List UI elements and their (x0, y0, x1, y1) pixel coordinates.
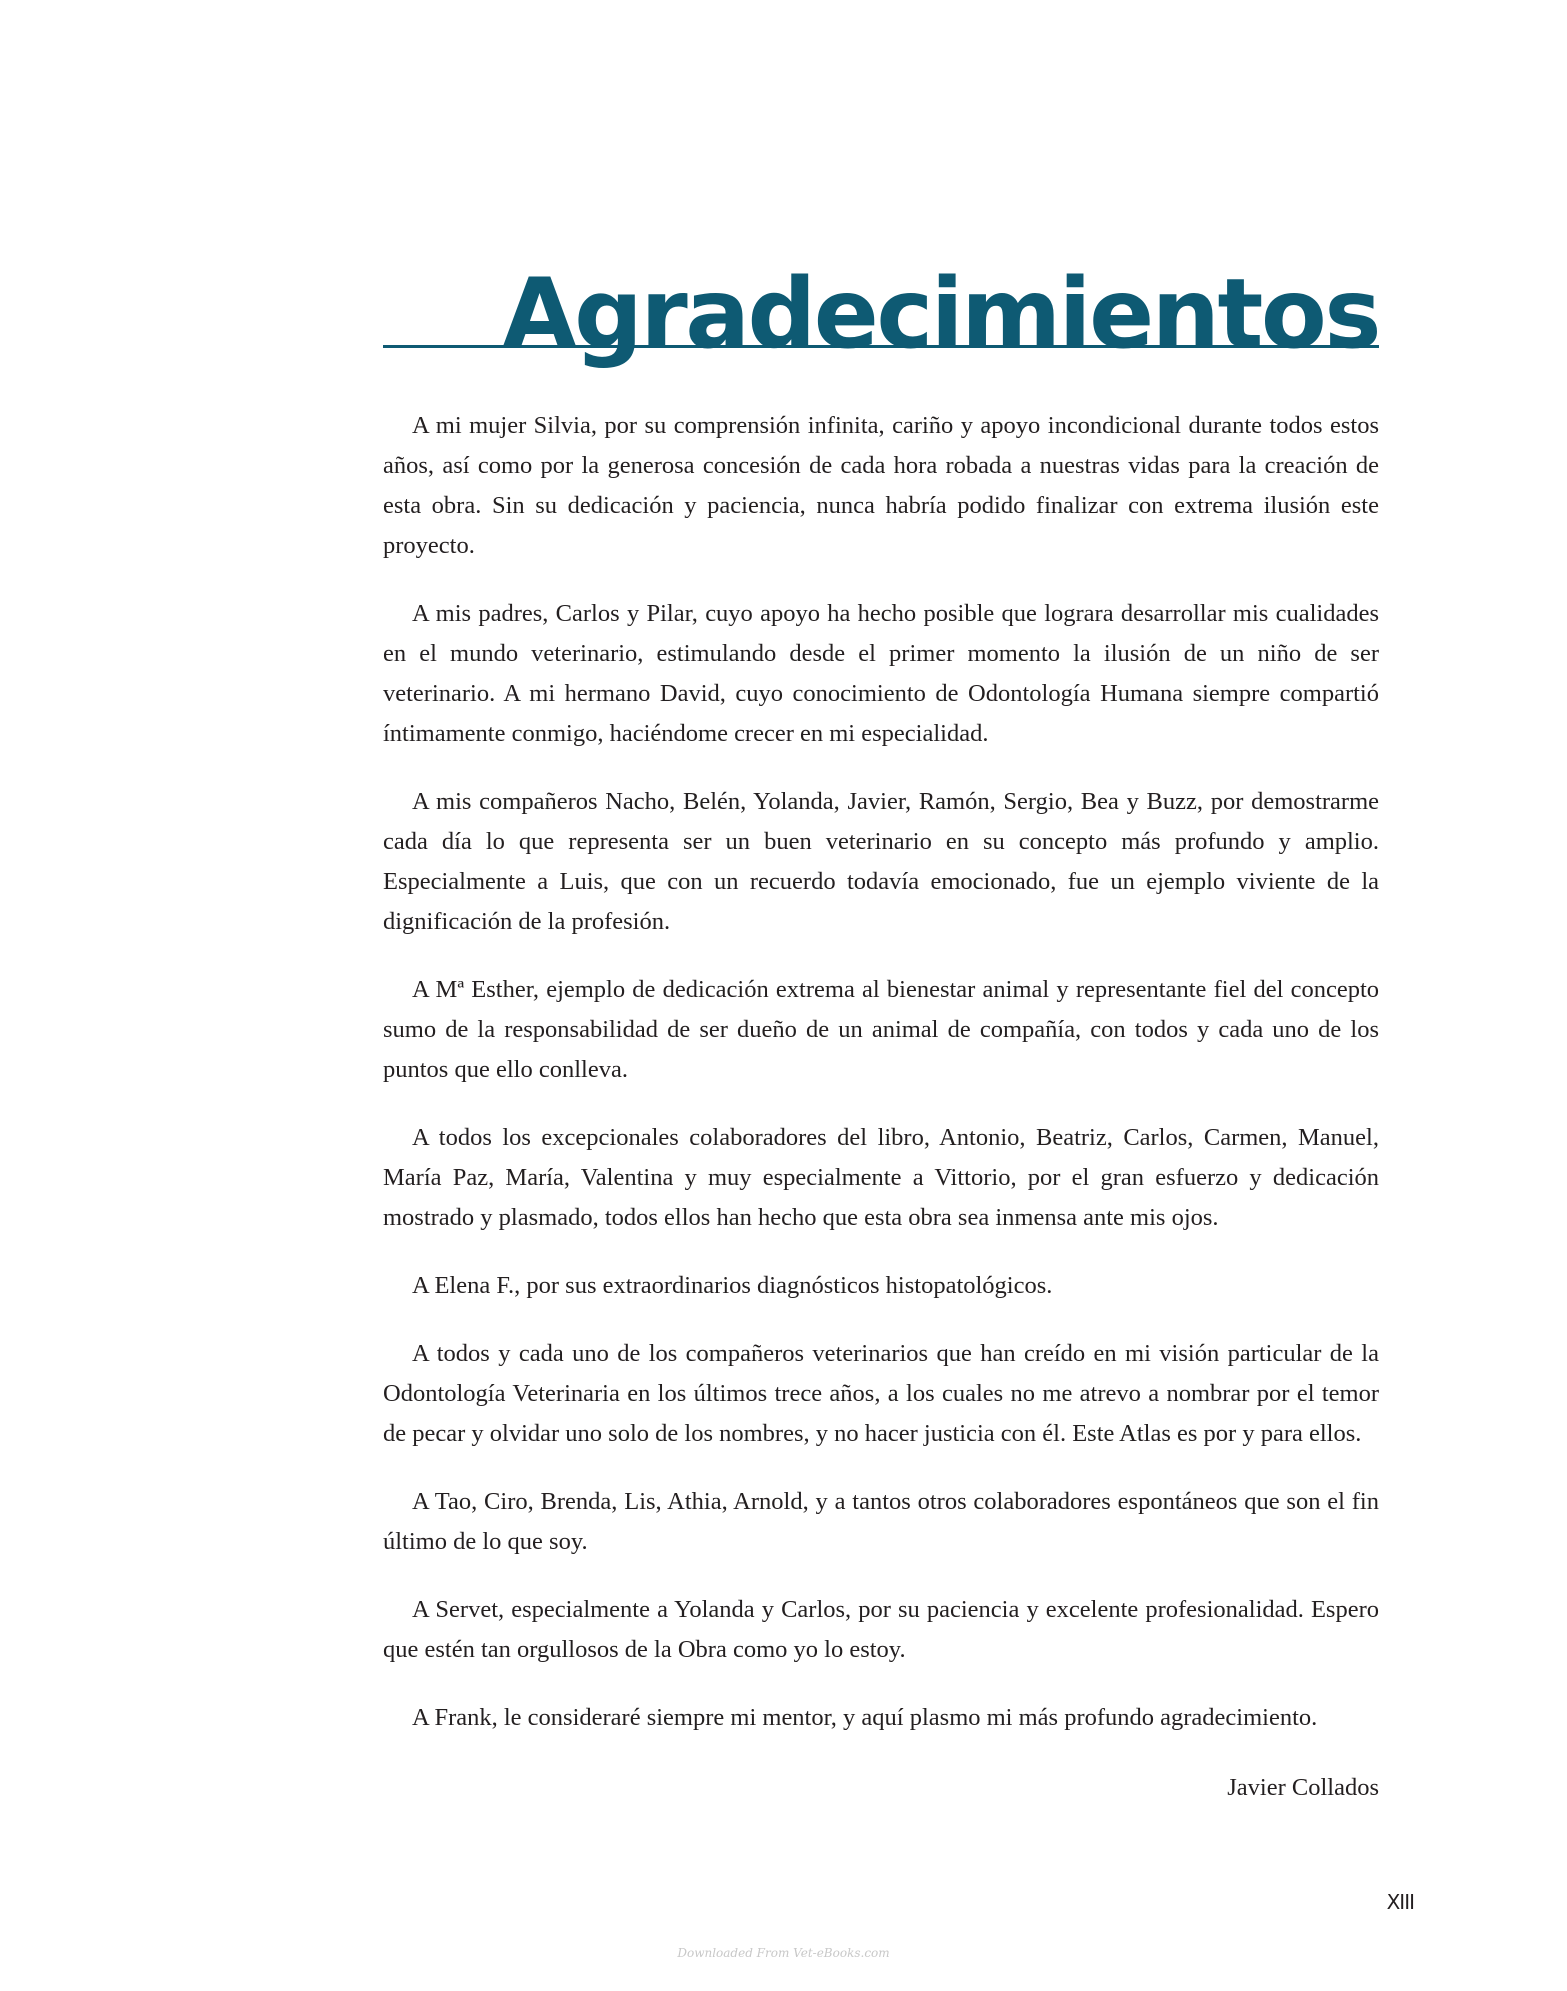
paragraph-servet: A Servet, especialmente a Yolanda y Carlos, por su paciencia y excelente profesionalidad. Espero que estén tan orgullosos de la Obra como yo lo estoy. (383, 1596, 1379, 1663)
paragraph-colleagues: A mis compañeros Nacho, Belén, Yolanda, Javier, Ramón, Sergio, Bea y Buzz, por demostrarme cada día lo que representa ser un buen veterinario en su concepto más profundo y amplio. Especialmente a Luis, que con un recuerdo todavía emocionado, fue un ejemplo viviente de la dignificación de la profesión. (383, 788, 1379, 935)
page-number: XIII (1386, 1890, 1414, 1914)
paragraph-frank: A Frank, le consideraré siempre mi mentor, y aquí plasmo mi más profundo agradecimiento. (412, 1704, 1318, 1731)
paragraph-collaborators: A todos los excepcionales colaboradores del libro, Antonio, Beatriz, Carlos, Carmen, Manuel, María Paz, María, Valentina y muy especialmente a Vittorio, por el gran esfuerzo y dedicación mostrado y plasmado, todos ellos han hecho que esta obra sea inmensa ante mis ojos. (383, 1124, 1379, 1231)
paragraph-esther: A Mª Esther, ejemplo de dedicación extrema al bienestar animal y representante fiel del concepto sumo de la responsabilidad de ser dueño de un animal de compañía, con todos y cada uno de los puntos que ello conlleva. (383, 976, 1379, 1083)
title-block (383, 258, 1379, 370)
page-title: Agradecimientos (502, 258, 1379, 370)
paragraph-pets: A Tao, Ciro, Brenda, Lis, Athia, Arnold, y a tantos otros colaboradores espontáneos que son el fin último de lo que soy. (383, 1488, 1379, 1555)
paragraph-parents: A mis padres, Carlos y Pilar, cuyo apoyo ha hecho posible que lograra desarrollar mis cualidades en el mundo veterinario, estimulando desde el primer momento la ilusión de un niño de ser veterinario. A mi hermano David, cuyo conocimiento de Odontología Humana siempre compartió íntimamente conmigo, haciéndome crecer en mi especialidad. (383, 600, 1379, 747)
paragraph-silvia: A mi mujer Silvia, por su comprensión infinita, cariño y apoyo incondicional durante todos estos años, así como por la generosa concesión de cada hora robada a nuestras vidas para la creación de esta obra. Sin su dedicación y paciencia, nunca habría podido finalizar con extrema ilusión este proyecto. (383, 412, 1379, 559)
acknowledgements-body (383, 406, 1379, 1766)
download-watermark: Downloaded From Vet-eBooks.com (677, 1946, 890, 1960)
author-signature: Javier Collados (1227, 1774, 1379, 1801)
paragraph-veterinarians: A todos y cada uno de los compañeros veterinarios que han creído en mi visión particular de la Odontología Veterinaria en los últimos trece años, a los cuales no me atrevo a nombrar por el temor de pecar y olvidar uno solo de los nombres, y no hacer justicia con él. Este Atlas es por y para ellos. (383, 1340, 1379, 1447)
paragraph-elena: A Elena F., por sus extraordinarios diagnósticos histopatológicos. (412, 1272, 1053, 1299)
